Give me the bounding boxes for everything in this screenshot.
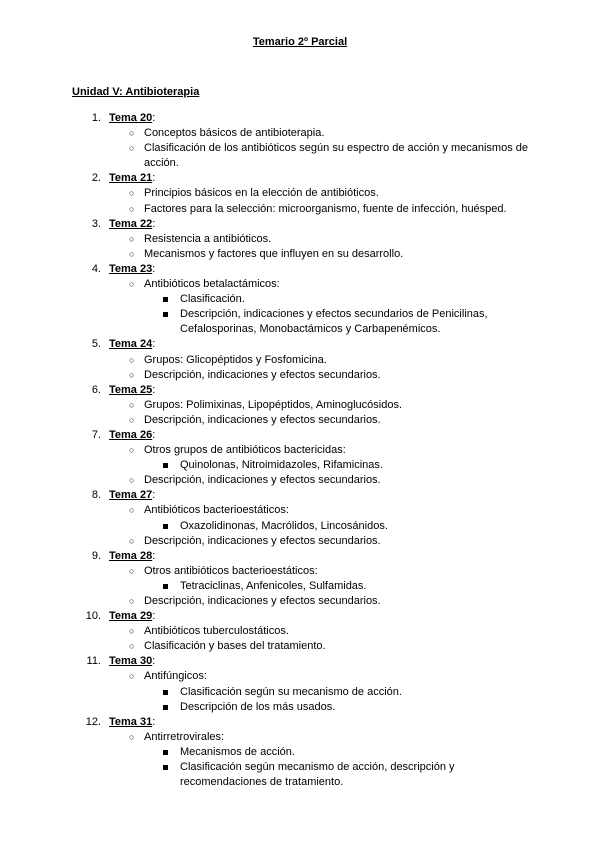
hollow-circle-bullet-icon: ○ [129, 535, 135, 546]
hollow-circle-bullet-icon: ○ [129, 626, 135, 637]
subtopic-list [109, 126, 542, 171]
topic-title-suffix: : [152, 262, 156, 275]
detail-list [144, 458, 542, 473]
subtopic-list [109, 277, 542, 337]
unit-heading: Unidad V: Antibioterapia [72, 86, 200, 98]
topic-item [72, 217, 542, 262]
topic-list [72, 111, 542, 790]
topic-number: 5. [91, 338, 101, 351]
topic-title: Tema 31 [109, 715, 153, 728]
topic-number: 3. [91, 217, 101, 230]
subtopic-text: Grupos: Polimixinas, Lipopéptidos, Aminoglucósidos. [144, 398, 403, 411]
topic-number: 2. [91, 172, 101, 185]
square-bullet-icon [163, 584, 168, 589]
hollow-circle-bullet-icon: ○ [129, 233, 135, 244]
topic-title: Tema 22 [109, 217, 153, 230]
detail-text: Oxazolidinonas, Macrólidos, Lincosánidos. [180, 519, 388, 532]
subtopic-text: Descripción, indicaciones y efectos secundarios. [144, 413, 381, 426]
hollow-circle-bullet-icon: ○ [129, 128, 135, 139]
subtopic-item [109, 126, 542, 141]
subtopic-item [109, 503, 542, 533]
subtopic-text: Principios básicos en la elección de antibióticos. [144, 187, 379, 200]
subtopic-item [109, 534, 542, 549]
topic-title-suffix: : [152, 172, 156, 185]
subtopic-item [109, 186, 542, 201]
topic-item [72, 383, 542, 428]
hollow-circle-bullet-icon: ○ [129, 369, 135, 380]
topic-number: 12. [85, 715, 101, 728]
hollow-circle-bullet-icon: ○ [129, 279, 135, 290]
square-bullet-icon [163, 705, 168, 710]
subtopic-item [109, 443, 542, 473]
detail-text: Tetraciclinas, Anfenicoles, Sulfamidas. [180, 579, 367, 592]
hollow-circle-bullet-icon: ○ [129, 641, 135, 652]
square-bullet-icon [163, 463, 168, 468]
detail-text: Mecanismos de acción. [180, 745, 295, 758]
topic-number: 11. [86, 655, 101, 668]
subtopic-item [109, 368, 542, 383]
topic-item [72, 488, 542, 548]
subtopic-text: Clasificación y bases del tratamiento. [144, 640, 326, 653]
subtopic-list [109, 186, 542, 216]
subtopic-item [109, 247, 542, 262]
topic-title: Tema 20 [109, 112, 153, 124]
hollow-circle-bullet-icon: ○ [129, 671, 135, 682]
detail-text: Quinolonas, Nitroimidazoles, Rifamicinas. [180, 459, 383, 472]
subtopic-item [109, 141, 542, 171]
square-bullet-icon [163, 524, 168, 529]
subtopic-text: Resistencia a antibióticos. [144, 232, 272, 245]
topic-number: 1. [91, 112, 101, 124]
detail-text: Clasificación según mecanismo de acción, descripción y recomendaciones de tratamiento. [180, 761, 455, 789]
topic-title: Tema 24 [109, 338, 153, 351]
topic-number: 8. [91, 489, 101, 502]
subtopic-text: Conceptos básicos de antibioterapia. [144, 127, 325, 140]
topic-title-suffix: : [152, 112, 156, 124]
square-bullet-icon [163, 750, 168, 755]
subtopic-item [109, 730, 542, 790]
detail-list [144, 685, 542, 715]
subtopic-text: Antibióticos betalactámicos: [144, 278, 280, 291]
hollow-circle-bullet-icon: ○ [129, 445, 135, 456]
topic-title-suffix: : [152, 217, 156, 230]
hollow-circle-bullet-icon: ○ [129, 203, 135, 214]
subtopic-text: Descripción, indicaciones y efectos secundarios. [144, 595, 381, 607]
hollow-circle-bullet-icon: ○ [129, 505, 135, 516]
topic-item [72, 654, 542, 714]
subtopic-text: Antirretrovirales: [144, 730, 225, 743]
subtopic-text: Otros antibióticos bacterioestáticos: [144, 564, 318, 577]
square-bullet-icon [163, 690, 168, 695]
hollow-circle-bullet-icon: ○ [129, 565, 135, 576]
topic-title: Tema 29 [109, 610, 153, 623]
hollow-circle-bullet-icon: ○ [129, 188, 135, 199]
subtopic-list [109, 503, 542, 548]
topic-item [72, 549, 542, 609]
subtopic-text: Mecanismos y factores que influyen en su desarrollo. [144, 247, 404, 260]
subtopic-text: Grupos: Glicopéptidos y Fosfomicina. [144, 353, 327, 366]
subtopic-text: Descripción, indicaciones y efectos secundarios. [144, 534, 381, 547]
topic-title-suffix: : [152, 549, 156, 562]
detail-item [144, 579, 542, 594]
topic-title-suffix: : [152, 655, 156, 668]
hollow-circle-bullet-icon: ○ [129, 399, 135, 410]
subtopic-list [109, 564, 542, 609]
subtopic-text: Factores para la selección: microorganismo, fuente de infección, huésped. [144, 202, 507, 215]
subtopic-list [109, 232, 542, 262]
detail-item [144, 685, 542, 700]
topic-item [72, 609, 542, 654]
topic-title-suffix: : [152, 489, 156, 502]
subtopic-item [109, 594, 542, 609]
detail-item [144, 700, 542, 715]
detail-text: Descripción de los más usados. [180, 700, 336, 713]
topic-title: Tema 21 [109, 172, 153, 185]
detail-item [144, 458, 542, 473]
hollow-circle-bullet-icon: ○ [129, 596, 135, 606]
detail-list [144, 579, 542, 594]
subtopic-item [109, 639, 542, 654]
detail-list [144, 292, 542, 337]
detail-text: Clasificación según su mecanismo de acción. [180, 685, 402, 698]
subtopic-text: Antibióticos bacterioestáticos: [144, 504, 289, 517]
subtopic-item [109, 353, 542, 368]
document-title: Temario 2º Parcial [252, 36, 348, 48]
detail-text: Descripción, indicaciones y efectos secundarios de Penicilinas, Cefalosporinas, Monobactámicos y Carbapenémicos. [180, 308, 488, 336]
square-bullet-icon [163, 312, 168, 317]
topic-title-suffix: : [152, 610, 156, 623]
detail-list [144, 519, 542, 534]
subtopic-item [109, 398, 542, 413]
topic-title-suffix: : [152, 383, 156, 396]
subtopic-list [109, 624, 542, 654]
subtopic-list [109, 669, 542, 714]
subtopic-list [109, 730, 542, 790]
topic-number: 10. [85, 610, 101, 623]
hollow-circle-bullet-icon: ○ [129, 354, 135, 365]
square-bullet-icon [163, 765, 168, 770]
hollow-circle-bullet-icon: ○ [129, 475, 135, 486]
subtopic-item [109, 669, 542, 714]
subtopic-item [109, 232, 542, 247]
subtopic-text: Otros grupos de antibióticos bactericidas: [144, 444, 346, 457]
subtopic-item [109, 277, 542, 337]
detail-item [144, 292, 542, 307]
square-bullet-icon [163, 297, 168, 302]
hollow-circle-bullet-icon: ○ [129, 248, 135, 259]
topic-title-suffix: : [152, 338, 156, 351]
subtopic-text: Descripción, indicaciones y efectos secundarios. [144, 474, 381, 487]
topic-item [72, 337, 542, 382]
subtopic-text: Clasificación de los antibióticos según su espectro de acción y mecanismos de acción. [144, 142, 528, 170]
hollow-circle-bullet-icon: ○ [129, 143, 135, 154]
topic-title-suffix: : [152, 715, 156, 728]
topic-number: 7. [91, 428, 101, 441]
topic-title: Tema 30 [109, 655, 153, 668]
subtopic-text: Descripción, indicaciones y efectos secundarios. [144, 368, 381, 381]
subtopic-item [109, 202, 542, 217]
detail-item [144, 519, 542, 534]
topic-title-suffix: : [152, 428, 156, 441]
subtopic-list [109, 353, 542, 383]
subtopic-item [109, 413, 542, 428]
subtopic-text: Antibióticos tuberculostáticos. [144, 625, 289, 638]
topic-item [72, 111, 542, 171]
detail-list [144, 745, 542, 790]
topic-title: Tema 23 [109, 262, 153, 275]
topic-title: Tema 25 [109, 383, 153, 396]
topic-title: Tema 28 [109, 549, 153, 562]
subtopic-item [109, 624, 542, 639]
topic-item [72, 171, 542, 216]
topic-number: 9. [91, 549, 101, 562]
detail-text: Clasificación. [180, 293, 245, 306]
hollow-circle-bullet-icon: ○ [129, 414, 135, 425]
detail-item [144, 745, 542, 760]
detail-item [144, 307, 542, 337]
subtopic-item [109, 564, 542, 594]
subtopic-list [109, 398, 542, 428]
topic-title: Tema 26 [109, 428, 153, 441]
subtopic-text: Antifúngicos: [144, 670, 207, 683]
topic-item [72, 262, 542, 337]
topic-item [72, 428, 542, 488]
hollow-circle-bullet-icon: ○ [129, 731, 135, 742]
detail-item [144, 760, 542, 790]
subtopic-item [109, 473, 542, 488]
topic-title: Tema 27 [109, 489, 153, 502]
subtopic-list [109, 443, 542, 488]
topic-number: 6. [91, 383, 101, 396]
topic-item [72, 715, 542, 790]
topic-number: 4. [91, 262, 101, 275]
